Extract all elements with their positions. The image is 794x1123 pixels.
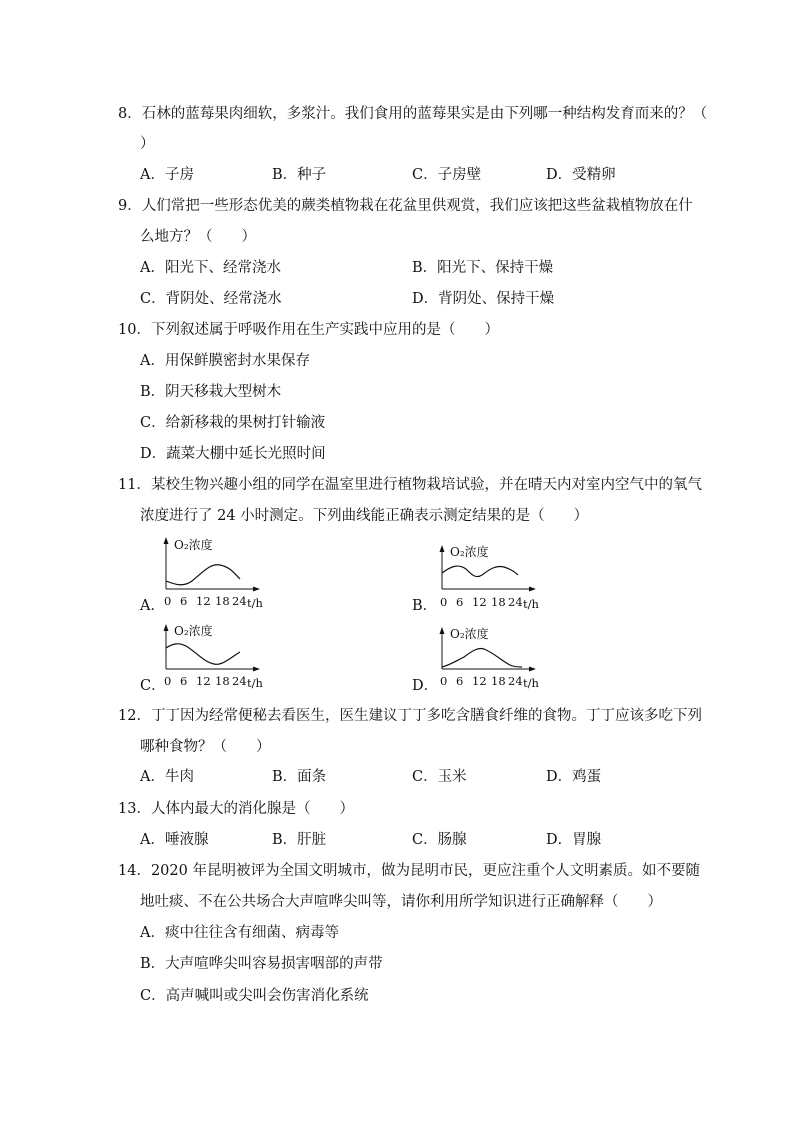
q11-graph-b (436, 545, 546, 612)
q11-graph-c-tick-6: 6 (180, 674, 188, 688)
q14-stem-line2: 地吐痰、不在公共场合大声喧哗尖叫等，请你利用所学知识进行正确解释（ ） (140, 894, 662, 910)
q9-stem-line1: 9．人们常把一些形态优美的蕨类植物栽在花盆里供观赏，我们应该把这些盆栽植物放在什 (118, 198, 693, 214)
q11-graph-a-tick-6: 6 (180, 594, 188, 608)
q11-graph-d-xunit: t/h (523, 676, 539, 690)
q11-graph-b-tick-6: 6 (456, 595, 464, 609)
q11-stem-line2: 浓度进行了 24 小时测定。下列曲线能正确表示测定结果的是（ ） (140, 508, 589, 524)
q11-graph-a (160, 537, 270, 612)
q11-graph-b-tick-12: 12 (472, 595, 487, 609)
q14-option-c: C．高声喊叫或尖叫会伤害消化系统 (140, 988, 369, 1004)
q11-graph-b-tick-24: 24 (508, 595, 523, 609)
q11-graph-d-tick-12: 12 (472, 674, 487, 688)
q10-stem-line1: 10．下列叙述属于呼吸作用在生产实践中应用的是（ ） (118, 322, 499, 338)
q9-option-c: C．背阴处、经常浇水 (140, 291, 282, 307)
q13-option-b: B．肝脏 (272, 832, 327, 848)
q12-stem-line2: 哪种食物？（ ） (140, 739, 271, 755)
q9-option-d: D．背阴处、保持干燥 (412, 291, 555, 307)
q8-stem-line1: 8．石林的蓝莓果肉细软，多浆汁。我们食用的蓝莓果实是由下列哪一种结构发育而来的？（ (118, 106, 708, 122)
q12-option-a: A．牛肉 (140, 769, 194, 785)
q8-stem-line2: ） (140, 136, 155, 152)
q9-option-b: B．阳光下、保持干燥 (412, 260, 554, 276)
q11-graph-d-tick-24: 24 (508, 674, 523, 688)
q11-option-c: C． (140, 678, 166, 694)
q11-option-a: A． (140, 598, 165, 614)
q11-graph-c (160, 624, 270, 692)
q12-stem-line1: 12．丁丁因为经常便秘去看医生，医生建议丁丁多吃含膳食纤维的食物。丁丁应该多吃下列 (118, 708, 702, 724)
q11-graph-a-ylabel: O₂浓度 (174, 538, 213, 552)
q12-option-b: B．面条 (272, 769, 327, 785)
q11-graph-c-xunit: t/h (247, 676, 263, 690)
q11-graph-b-ylabel: O₂浓度 (450, 545, 489, 559)
q11-graph-a-tick-0: 0 (164, 594, 172, 608)
q11-graph-a-tick-18: 18 (215, 594, 230, 608)
q11-graph-d-ylabel: O₂浓度 (450, 627, 489, 641)
q10-option-a: A．用保鲜膜密封水果保存 (140, 353, 310, 369)
q12-option-c: C．玉米 (412, 769, 467, 785)
q8-option-b: B．种子 (272, 167, 327, 183)
q11-graph-c-ylabel: O₂浓度 (174, 624, 213, 638)
q13-option-d: D．胃腺 (546, 832, 602, 848)
q11-graph-a-xunit: t/h (247, 596, 263, 610)
q11-graph-b-tick-18: 18 (491, 595, 506, 609)
q12-option-d: D．鸡蛋 (546, 769, 602, 785)
q9-option-a: A．阳光下、经常浇水 (140, 260, 281, 276)
q11-option-b: B． (412, 598, 438, 614)
q11-stem-line1: 11．某校生物兴趣小组的同学在温室里进行植物栽培试验，并在晴天内对室内空气中的氧气 (118, 477, 702, 493)
q11-graph-b-xunit: t/h (523, 597, 539, 611)
q10-option-c: C．给新移栽的果树打针输液 (140, 415, 326, 431)
q11-graph-b-tick-0: 0 (440, 595, 448, 609)
q13-option-c: C．肠腺 (412, 832, 467, 848)
q11-option-d: D． (412, 678, 439, 694)
q8-option-c: C．子房壁 (412, 167, 482, 183)
q11-graph-a-tick-12: 12 (196, 594, 211, 608)
q11-graph-a-tick-24: 24 (232, 594, 247, 608)
q11-graph-d-tick-18: 18 (491, 674, 506, 688)
q8-option-d: D．受精卵 (546, 167, 616, 183)
q11-graph-c-tick-12: 12 (196, 674, 211, 688)
q11-graph-d-tick-0: 0 (440, 674, 448, 688)
q10-option-b: B．阴天移栽大型树木 (140, 384, 282, 400)
q10-option-d: D．蔬菜大棚中延长光照时间 (140, 446, 326, 462)
q13-stem-line1: 13．人体内最大的消化腺是（ ） (118, 801, 354, 817)
q14-option-a: A．痰中往往含有细菌、病毒等 (140, 925, 339, 941)
q14-option-b: B．大声喧哗尖叫容易损害咽部的声带 (140, 956, 383, 972)
q11-graph-c-tick-0: 0 (164, 674, 172, 688)
q13-option-a: A．唾液腺 (140, 832, 209, 848)
q8-option-a: A．子房 (140, 167, 194, 183)
q11-graph-c-tick-18: 18 (215, 674, 230, 688)
q11-graph-d-tick-6: 6 (456, 674, 464, 688)
q9-stem-line2: 么地方？（ ） (140, 229, 256, 245)
q11-graph-c-tick-24: 24 (232, 674, 247, 688)
q11-graph-d (436, 627, 546, 692)
q14-stem-line1: 14．2020 年昆明被评为全国文明城市，做为昆明市民，更应注重个人文明素质。如不要随 (118, 863, 700, 879)
